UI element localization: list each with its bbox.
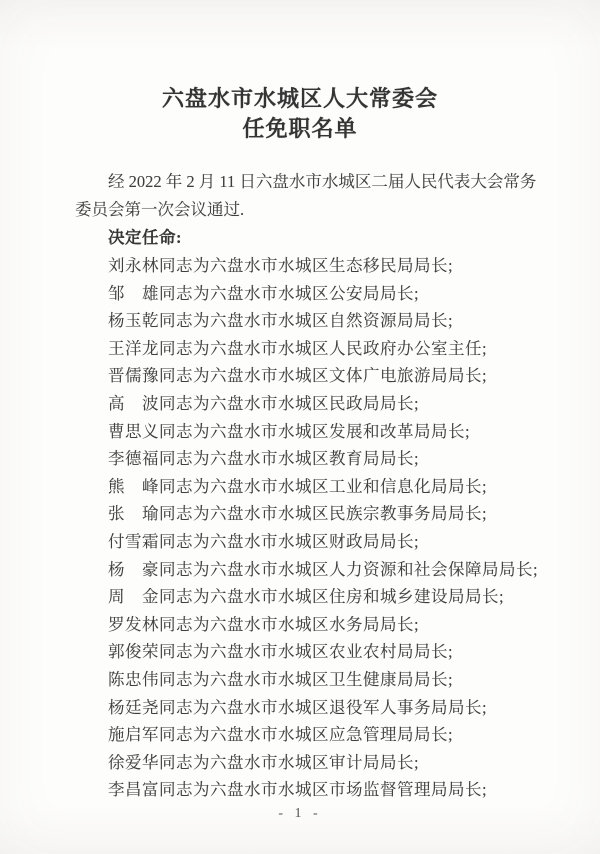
document-body: [0, 144, 600, 804]
appointment-line: 刘永林同志为六盘水市水城区生态移民局局长;: [108, 256, 454, 275]
appointment-line: 曹思义同志为六盘水市水城区发展和改革局局长;: [108, 421, 471, 441]
appointment-line: 罗发林同志为六盘水市水城区水务局局长;: [108, 614, 420, 634]
appointment-line: 李昌富同志为六盘水市水城区市场监督管理局局长;: [108, 780, 488, 800]
document-title-line-1: 六盘水市水城区人大常委会: [161, 86, 438, 111]
appointment-list: [75, 252, 539, 804]
appointment-line: 邹 雄同志为六盘水市水城区公安局局长;: [108, 283, 420, 303]
page-number: - 1 -: [278, 806, 322, 821]
appointment-line: 施启军同志为六盘水市水城区应急管理局局长;: [108, 725, 454, 745]
appointment-line: 杨廷尧同志为六盘水市水城区退役军人事务局局长;: [108, 697, 488, 717]
appointment-line: 周 金同志为六盘水市水城区住房和城乡建设局局长;: [108, 587, 505, 607]
appointment-line: 晋儒豫同志为六盘水市水城区文体广电旅游局局长;: [108, 366, 488, 386]
intro-paragraph-line-1: 经 2022 年 2 月 11 日六盘水市水城区二届人民代表大会常务: [108, 172, 537, 191]
appointment-line: 徐爱华同志为六盘水市水城区审计局局长;: [108, 752, 420, 772]
appointment-line: 杨 豪同志为六盘水市水城区人力资源和社会保障局局长;: [108, 559, 539, 579]
appointment-line: 杨玉乾同志为六盘水市水城区自然资源局局长;: [108, 311, 454, 331]
appointment-line: 付雪霜同志为六盘水市水城区财政局局长;: [108, 531, 420, 551]
intro-paragraph-line-2: 委员会第一次会议通过.: [75, 200, 245, 219]
document-title-line-2: 任免职名单: [242, 116, 358, 141]
appointment-line: 张 瑜同志为六盘水市水城区民族宗教事务局局长;: [108, 504, 488, 524]
appointment-line: 郭俊荣同志为六盘水市水城区农业农村局局长;: [108, 642, 454, 662]
appointment-line: 熊 峰同志为六盘水市水城区工业和信息化局局长;: [108, 476, 488, 496]
appointment-line: 高 波同志为六盘水市水城区民政局局长;: [108, 393, 420, 413]
document-title: [0, 0, 600, 144]
appointment-line: 李德福同志为六盘水市水城区教育局局长;: [108, 449, 420, 469]
section-heading-appointments: 决定任命:: [108, 228, 182, 247]
appointment-line: 王洋龙同志为六盘水市水城区人民政府办公室主任;: [108, 338, 488, 358]
appointment-line: 陈忠伟同志为六盘水市水城区卫生健康局局长;: [108, 669, 454, 689]
